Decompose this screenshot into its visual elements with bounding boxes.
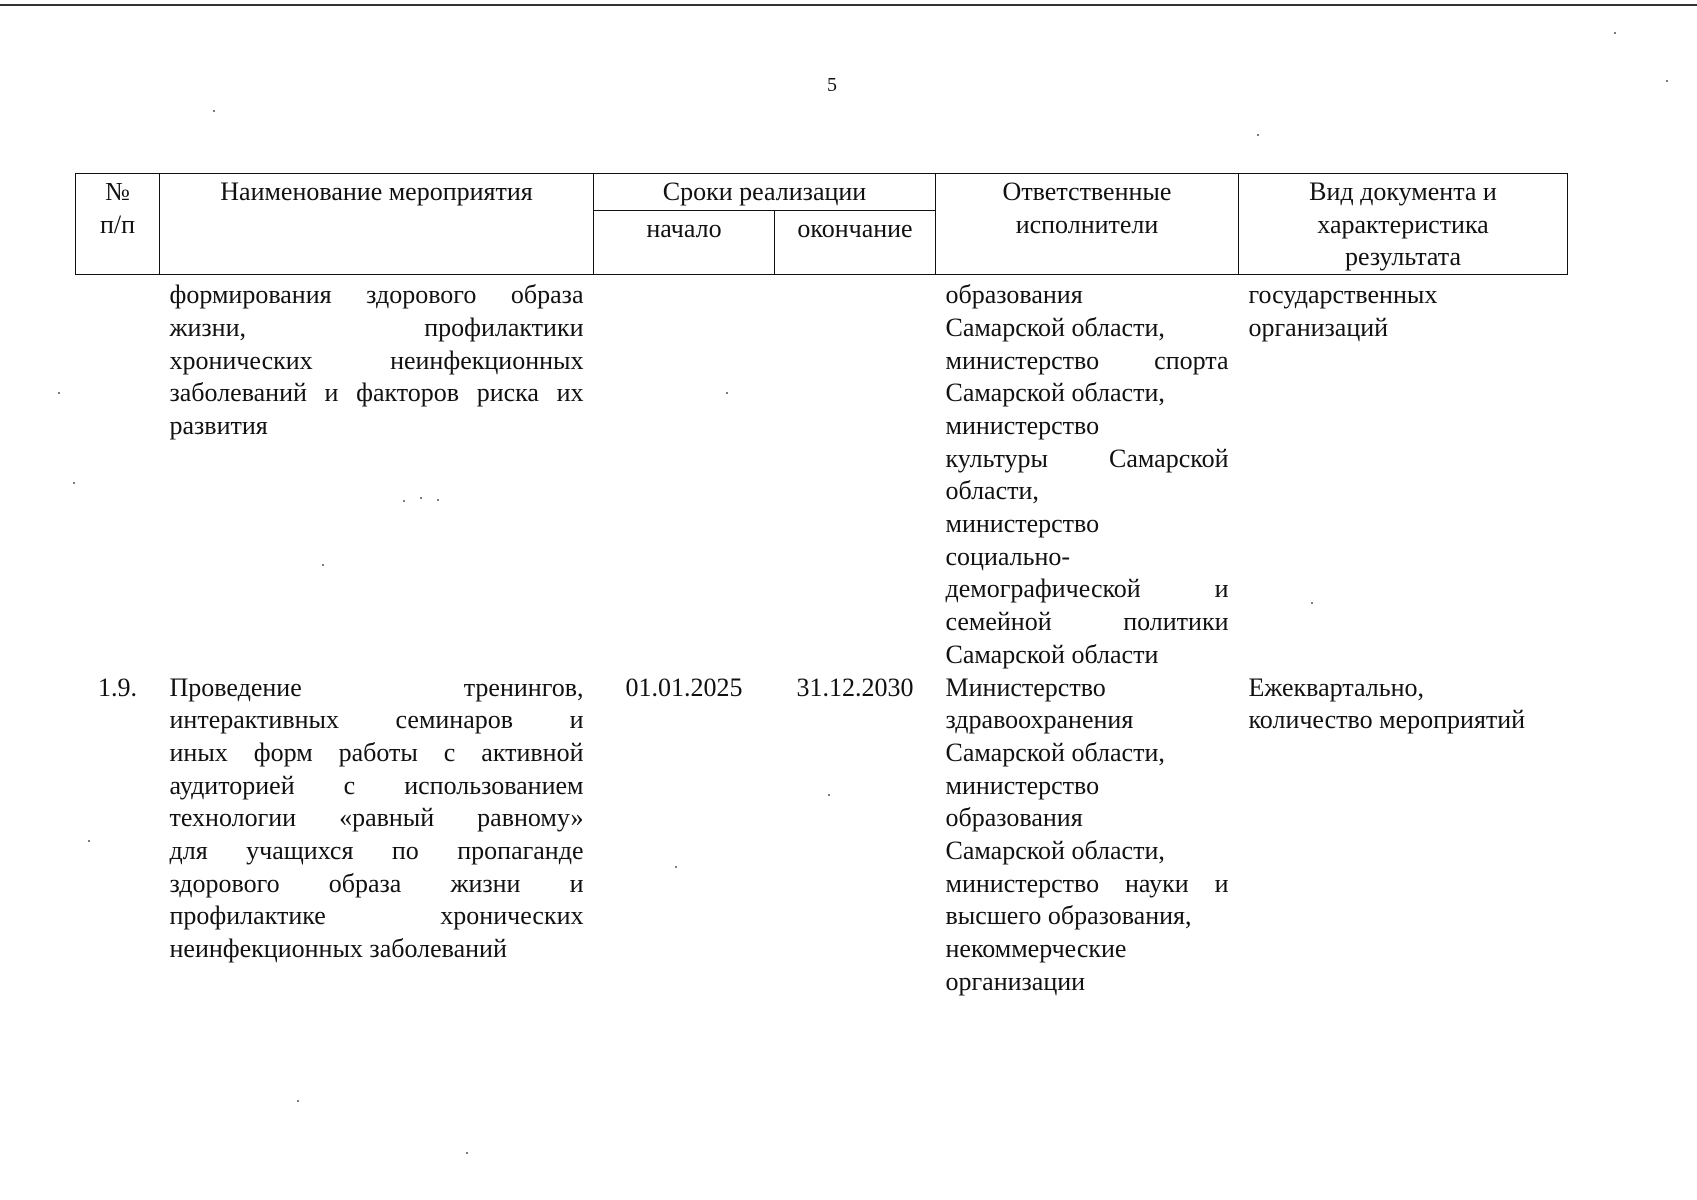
row-doc: государственных организаций bbox=[1248, 280, 1438, 342]
scan-speck bbox=[1666, 80, 1668, 82]
scan-speck bbox=[828, 794, 830, 796]
scan-speck bbox=[726, 392, 728, 394]
scan-speck bbox=[420, 497, 422, 499]
scan-speck bbox=[297, 1100, 299, 1102]
scan-speck bbox=[1257, 134, 1259, 136]
scan-speck bbox=[1311, 602, 1313, 604]
page-number: 5 bbox=[827, 74, 837, 96]
row-name: Проведение тренингов, интерактивных семинаров и иных форм работы с активной аудиторией с использованием технологии «равный равному» для учащихся по пропаганде здорового образа жизни и профилактике хронических неинфекционных заболеваний bbox=[169, 672, 584, 964]
scan-speck bbox=[1614, 32, 1616, 34]
top-rule bbox=[0, 4, 1697, 6]
header-responsible: Ответственные исполнители bbox=[936, 174, 1239, 275]
header-name: Наименование мероприятия bbox=[160, 174, 594, 275]
header-period: Сроки реализации bbox=[594, 174, 936, 211]
scan-speck bbox=[58, 392, 60, 394]
row-end bbox=[775, 275, 936, 672]
table-row bbox=[76, 672, 1568, 999]
scan-speck bbox=[73, 482, 75, 484]
table-row bbox=[76, 275, 1568, 672]
header-doc: Вид документа и характеристика результата bbox=[1239, 174, 1568, 275]
header-end: окончание bbox=[775, 210, 936, 274]
row-responsible: образования Самарской области, министерство спорта Самарской области, министерство культуры Самарской области, министерство социально- демографической и семейной политики Самарской области bbox=[945, 280, 1229, 669]
row-num bbox=[76, 275, 160, 672]
scan-speck bbox=[213, 110, 215, 112]
scan-speck bbox=[88, 840, 90, 842]
scan-speck bbox=[437, 499, 439, 501]
row-num: 1.9. bbox=[98, 672, 137, 702]
scan-speck bbox=[466, 1152, 468, 1154]
header-num: № п/п bbox=[76, 174, 160, 275]
scan-speck bbox=[403, 500, 405, 502]
row-name: формирования здорового образа жизни, профилактики хронических неинфекционных заболеваний и факторов риска их развития bbox=[169, 280, 584, 440]
scan-speck bbox=[675, 866, 677, 868]
row-responsible: Министерство здравоохранения Самарской области, министерство образования Самарской области, министерство науки и высшего образования, некоммерческие организации bbox=[945, 672, 1229, 996]
row-doc: Ежеквартально, количество мероприятий bbox=[1248, 672, 1526, 735]
row-end: 31.12.2030 bbox=[796, 672, 914, 702]
row-start: 01.01.2025 bbox=[625, 672, 743, 702]
header-start: начало bbox=[594, 210, 775, 274]
events-table bbox=[75, 173, 1568, 999]
scan-speck bbox=[322, 564, 324, 566]
row-start bbox=[594, 275, 775, 672]
